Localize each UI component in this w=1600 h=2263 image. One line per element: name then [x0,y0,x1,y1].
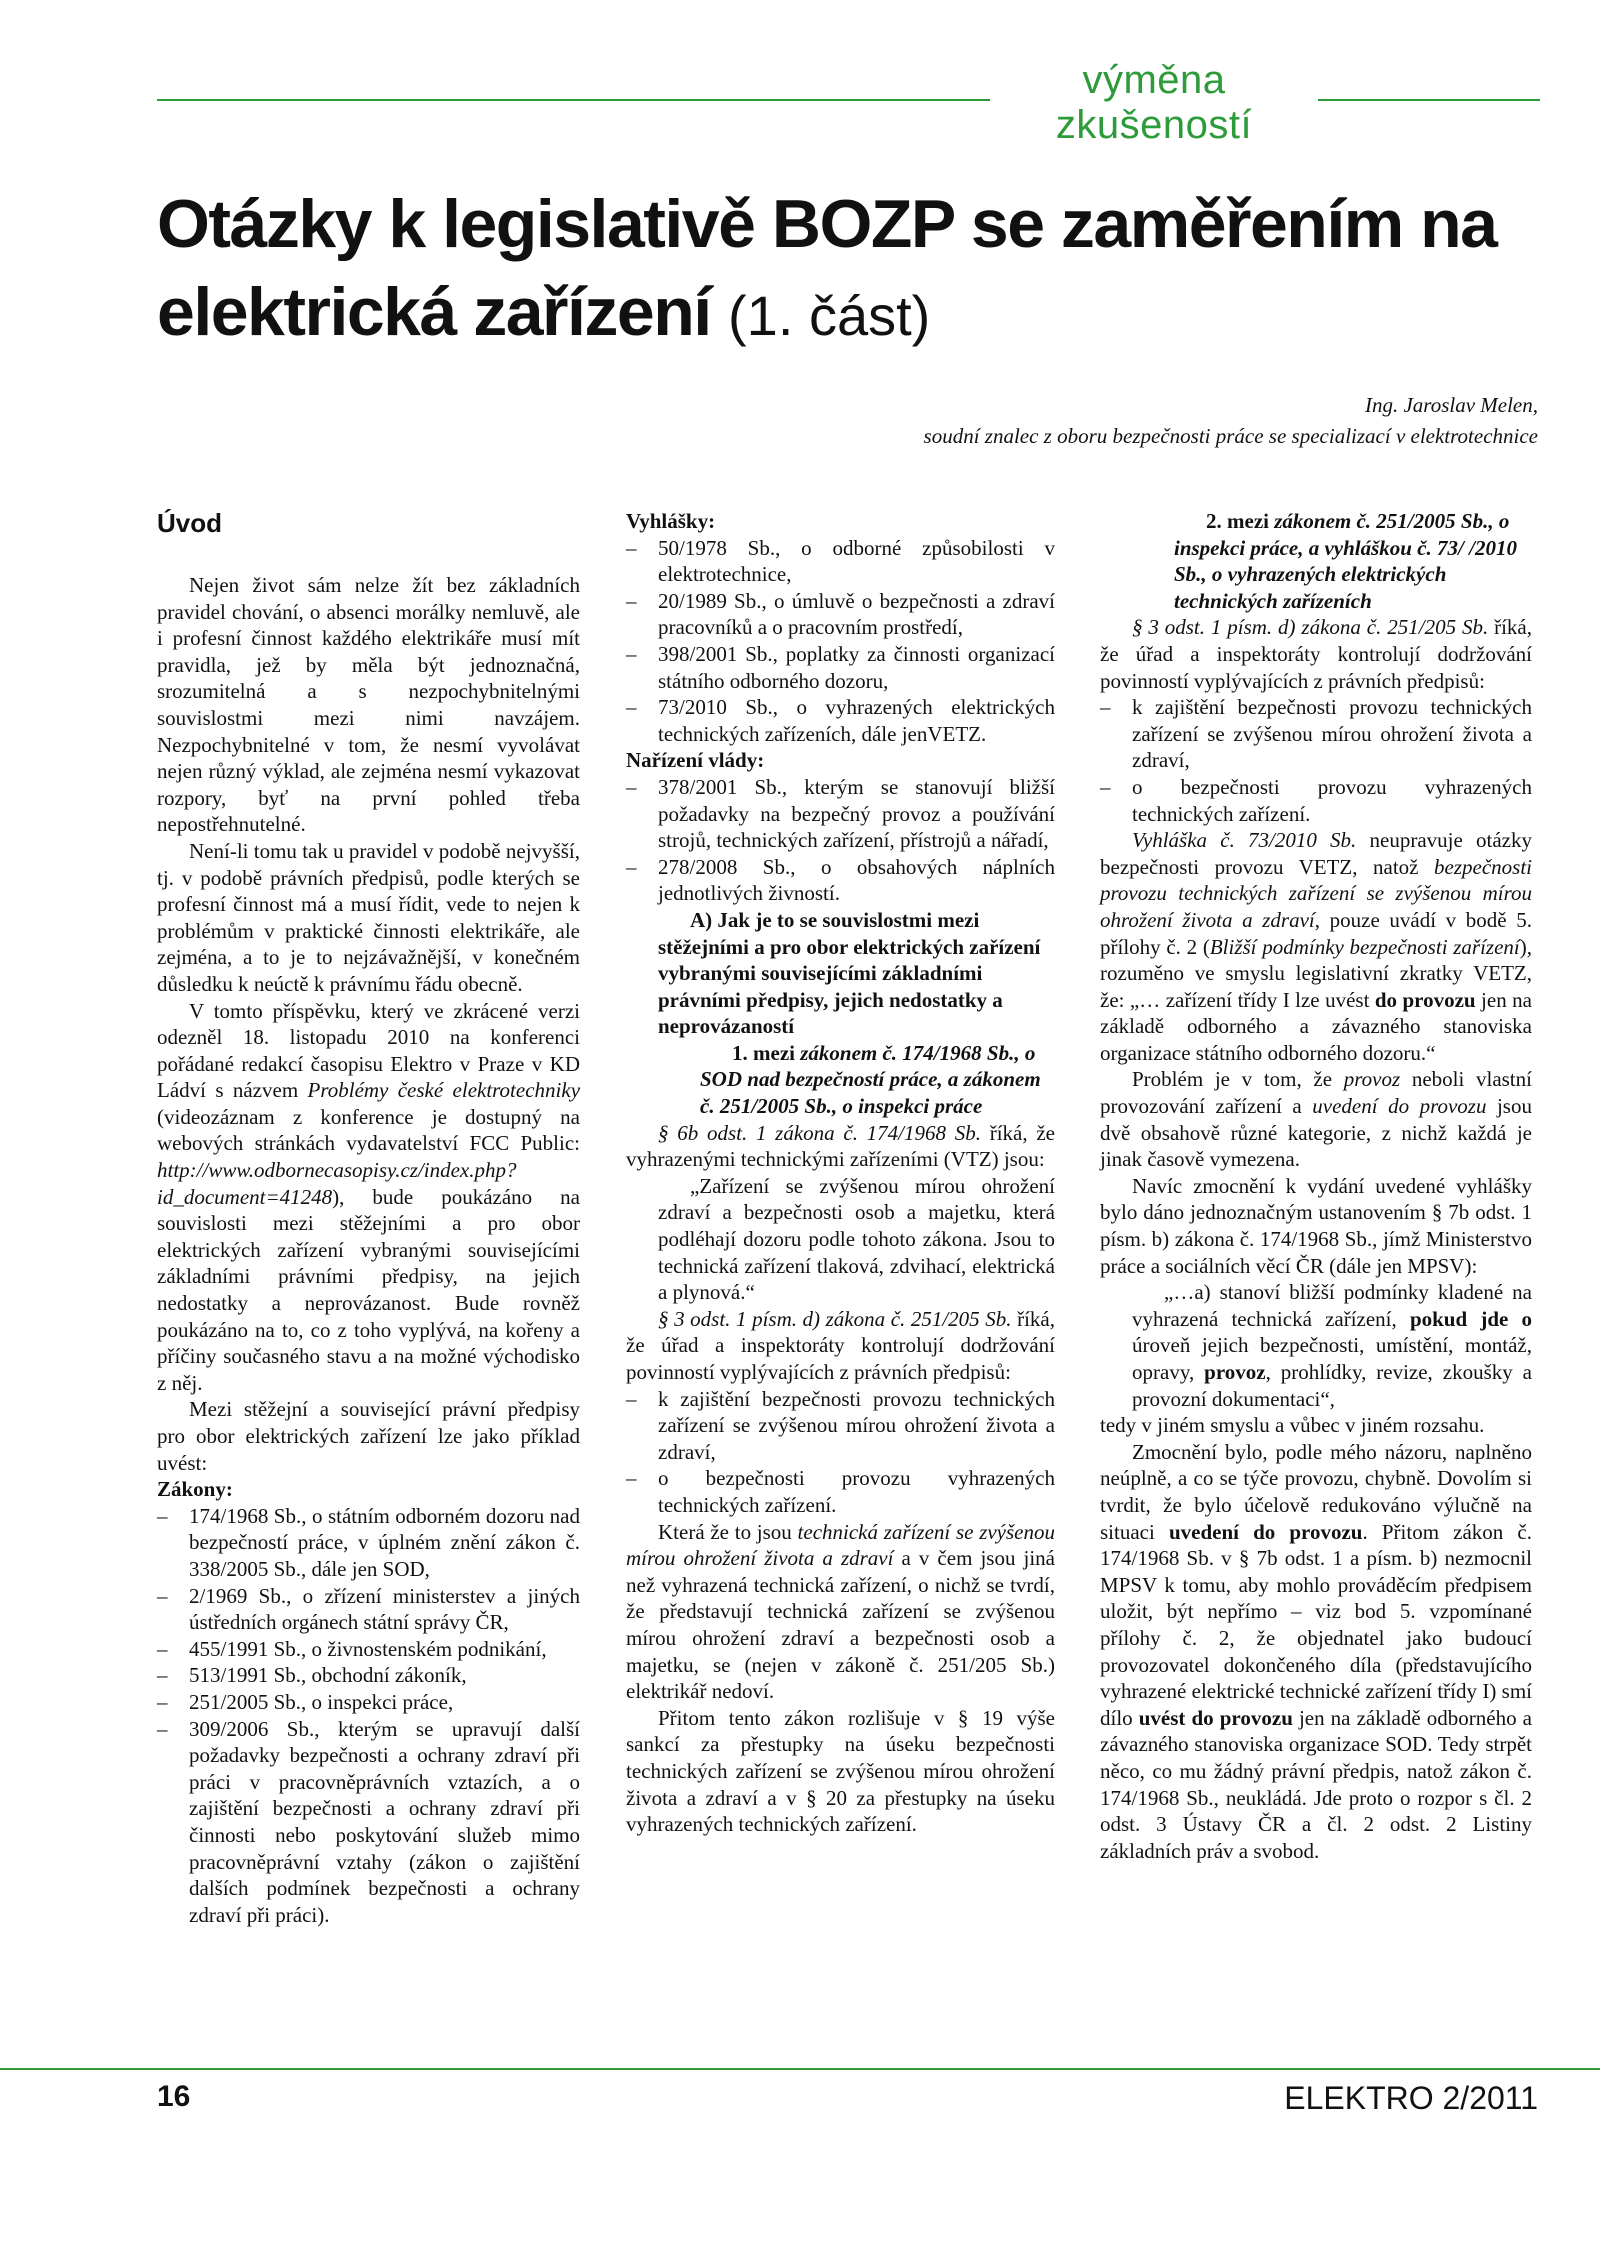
article-title [157,180,1537,360]
paragraph [157,998,580,1397]
text: . Přitom zákon č. 174/1968 Sb. v § 7b odst. 1 a písm. b) nezmocnil MPSV k tomu, aby mohlo prováděcím předpisem uložit, být nepřímo – viz bod 5. vzpomínané přílohy č. 2, že objednatel jako budoucí provozovatel dokončeného díla (představujícího vyhrazené elektrické technické zařízení třídy I) smí dílo [1100,1519,1532,1730]
title-main: Otázky k legislativě BOZP se zaměřením na elektrická zařízení [157,186,1497,350]
text: provoz [1204,1360,1266,1384]
text: uvést do provozu [1138,1705,1293,1730]
list-item: – 50/1978 Sb., o odborné způsobilosti v elektrotechnice, [626,535,1055,588]
text: Problém je v tom, že [1132,1067,1344,1092]
list-item: – 378/2001 Sb., kterým se stanovují bližší požadavky na bezpečný provoz a používání strojů, technických zařízení, přístrojů a nářadí, [626,774,1055,854]
text: uvedení do provozu [1168,1519,1363,1544]
magazine-issue: ELEKTRO 2/2011 [1284,2080,1538,2116]
quote: „Zařízení se zvýšenou mírou ohrožení zdraví a bezpečnosti osob a majetku, která podléhají dozoru podle tohoto zákona. Jsou to technická zařízení tlaková, zdvihací, elektrická a plynová.“ [658,1173,1055,1305]
paragraph [1100,827,1532,1066]
paragraph [1100,1066,1532,1172]
list-item: – 513/1991 Sb., obchodní zákoník, [157,1662,580,1689]
list-item: – k zajištění bezpečnosti provozu technických zařízení se zvýšenou mírou ohrožení života a zdraví, [1100,694,1532,774]
list-item: – 398/2001 Sb., poplatky za činnosti organizací státního odborného dozoru, [626,641,1055,694]
column-1 [157,508,580,1928]
paragraph: Přitom tento zákon rozlišuje v § 19 výše sankcí za přestupky na úseku bezpečnosti technických zařízení se zvýšenou mírou ohrožení života a zdraví a v § 20 za přestupky na úseku vyhrazených technických zařízení. [626,1705,1055,1837]
text: Která že to jsou [658,1519,798,1544]
paragraph [1100,614,1532,694]
subquestion-heading [626,1040,1055,1120]
text: říká, že vyhrazenými technickými zařízeními (VTZ) jsou: [626,1120,1055,1172]
text: zákonem č. 251/2005 Sb., o inspekci práce, a vyhláškou č. 73/ /2010 Sb., o vyhrazených elektrických technických zařízeních [1174,509,1517,613]
text: jsou dvě obsahově různé kategorie, z nichž každá je jinak časově vymezena. [1100,1094,1532,1172]
column-2 [626,508,1055,1838]
text: Bližší podmínky bezpečnosti zařízení [1209,934,1520,959]
list-item: – o bezpečnosti provozu vyhrazených technických zařízení. [626,1465,1055,1518]
question-heading: A) Jak je to se souvislostmi mezi stěžejními a pro obor elektrických zařízení vybranými souvisejícími základními právními předpisy, jejich nedostatky a neprovázaností [658,907,1041,1039]
list-item: – 174/1968 Sb., o státním odborném dozoru nad bezpečností práce, v úplném znění zákon č. 338/2005 Sb., dále jen SOD, [157,1503,580,1583]
text: 2. mezi [1206,509,1275,533]
page-number: 16 [157,2080,191,2113]
paragraph: Nejen život sám nelze žít bez základních pravidel chování, o absenci morálky nemluvě, ale i profesní činnost každého elektrikáře musí mít pravidla, jež by měla být jednoznačná, srozumitelná a s nezpochybnitelnými souvislostmi mezi nimi navzájem. Nezpochybnitelné v tom, že nesmí vyvolávat nejen různý výklad, ale zejména nesmí vykazovat rozpory, byť na první pohled třeba nepostřehnutelné. [157,573,580,837]
list-item: – 20/1989 Sb., o úmluvě o bezpečnosti a zdraví pracovníků a o pracovním prostředí, [626,588,1055,641]
text: říká, že úřad a inspektoráty kontrolují dodržování povinností vyplývajících z právních předpisů: [1100,615,1532,693]
text: , prohlídky, revize, zkoušky a provozní dokumentaci“, [1132,1360,1532,1411]
author-role: soudní znalec z oboru bezpečnosti práce se specializací v elektrotechnice [923,424,1538,448]
list-item: – o bezpečnosti provozu vyhrazených technických zařízení. [1100,774,1532,827]
text: uvedení do provozu [1312,1094,1487,1119]
section-heading: Úvod [157,508,222,538]
paragraph [626,1120,1055,1173]
laws-label: Zákony: [157,1477,233,1502]
text: do provozu [1374,987,1476,1012]
citation: § 6b odst. 1 zákona č. 174/1968 Sb. [658,1120,981,1145]
duties-list [1100,694,1532,827]
conference-name: Problémy české elektrotechniky [307,1078,581,1103]
text: neboli vlastní provozování zařízení a [1100,1067,1532,1119]
text: ), rozuměno ve smyslu legislativní zkratky VETZ, že: „… zařízení třídy I lze uvést [1100,934,1532,1012]
citation: § 3 odst. 1 písm. d) zákona č. 251/205 Sb. [1132,615,1489,640]
section-label: výměna zkušeností [990,58,1318,148]
decrees-label: Vyhlášky: [626,509,716,533]
list-item: – 2/1969 Sb., o zřízení ministerstev a jiných ústředních orgánech státní správy ČR, [157,1583,580,1636]
laws-list [157,1503,580,1929]
text: ), bude poukázáno na souvislosti mezi stěžejními a pro obor elektrických zařízení vybranými souvisejícími základními právními předpisy, na jejich nedostatky a neprovázanost. Bude rovněž poukázáno na to, co z toho vyplývá, na kořeny a příčiny současného stavu a na možné východisko z něj. [157,1184,580,1395]
subquestion-heading [1100,508,1532,614]
citation: Vyhláška č. 73/2010 Sb. [1132,828,1357,853]
paragraph: Mezi stěžejní a související právní předpisy pro obor elektrických zařízení lze jako příklad uvést: [157,1397,580,1475]
text: jen na základě odborného a závazného stanoviska organizace SOD. Tedy strpět něco, co mu žádný právní předpis, natož zákon č. 174/1968 Sb., neukládá. Jde proto o rozpor s čl. 2 odst. 3 Ústavy ČR a čl. 2 odst. 2 Listiny základních práv a svobod. [1100,1705,1532,1863]
text: Zmocnění bylo, podle mého názoru, naplněno neúplně, a co se týče provozu, chybně. Dovolím si tvrdit, že bylo účelově redukováno výlučně na situaci [1100,1439,1532,1544]
author-block [924,390,1538,452]
list-item: – k zajištění bezpečnosti provozu technických zařízení se zvýšenou mírou ohrožení života a zdraví, [626,1386,1055,1466]
list-item: – 455/1991 Sb., o živnostenském podnikání, [157,1636,580,1663]
text: úroveň jejich bezpečnosti, umístění, montáž, opravy, [1132,1333,1532,1384]
text: zákonem č. 174/1968 Sb., o SOD nad bezpečností práce, a zákonem č. 251/2005 Sb., o inspekci práce [700,1040,1041,1119]
list-item: – 278/2008 Sb., o obsahových náplních jednotlivých živností. [626,854,1055,907]
paragraph: tedy v jiném smyslu a vůbec v jiném rozsahu. [1100,1413,1485,1438]
gov-list [626,774,1055,907]
text: technická zařízení se zvýšenou mírou ohrožení života a zdraví [626,1519,1055,1571]
quote [1100,1279,1532,1412]
list-item: – 309/2006 Sb., kterým se upravují další požadavky bezpečnosti a ochrany zdraví při práci v pracovněprávních vztazích, a o zajištění bezpečnosti a ochrany zdraví při činnosti nebo poskytování služeb mimo pracovněprávní vztahy (zákon o zajištění dalších podmínek bezpečnosti a ochrany zdraví při práci). [157,1716,580,1929]
decrees-list [626,535,1055,748]
paragraph [626,1519,1055,1705]
text: 1. mezi [732,1040,801,1065]
gov-label: Nařízení vlády: [626,748,765,773]
text: bezpečnosti provozu technických zařízení se zvýšenou mírou ohrožení života a zdraví [1100,854,1532,932]
text: neupravuje otázky bezpečnosti provozu VETZ, natož [1100,828,1532,879]
footer-rule [0,2068,1600,2070]
text: provoz [1343,1067,1401,1092]
text: a v čem jsou jiná než vyhrazená technická zařízení, o nichž se tvrdí, že představují technická zařízení se zvýšenou mírou ohrožení zdraví a bezpečnosti osob a majetku, se (nejen v zákoně č. 251/205 Sb.) elektrikář nedoví. [626,1546,1055,1704]
author-name: Ing. Jaroslav Melen, [1364,393,1538,417]
paragraph [1100,1439,1532,1865]
text: „…a) stanoví bližší podmínky kladené na vyhrazená technická zařízení, [1132,1280,1532,1331]
citation: § 3 odst. 1 písm. d) zákona č. 251/205 Sb. [658,1306,1012,1331]
text: , pouze uvádí v bodě 5. přílohy č. 2 ( [1100,907,1532,959]
paragraph [626,1306,1055,1386]
title-part: (1. část) [728,284,931,347]
paragraph: Není-li tomu tak u pravidel v podobě nejvyšší, tj. v podobě právních předpisů, podle kterých se profesní činnost má a musí řídit, vede to nejen k problémům v praktické činnosti elektrikáře, ale zejména, a to je to nejzávažnější, v konečném důsledku k neúctě k právnímu řádu obecně. [157,838,580,996]
text: říká, že úřad a inspektoráty kontrolují dodržování povinností vyplývajících z právních předpisů: [626,1306,1055,1384]
text: jen na základě odborného a závazného stanoviska organizace státního odborného dozoru.“ [1100,987,1532,1065]
header-rule [157,99,1540,101]
text: (videozáznam z konference je dostupný na webových stránkách vydavatelství FCC Public: [157,1104,580,1156]
video-link[interactable]: http://www.odbornecasopisy.cz/index.php?id_document=41248 [157,1158,517,1209]
list-item: – 73/2010 Sb., o vyhrazených elektrických technických zařízeních, dále jenVETZ. [626,694,1055,747]
text: pokud jde o [1409,1306,1532,1331]
text: V tomto příspěvku, který ve zkrácené verzi odezněl 18. listopadu 2010 na konferenci pořádané redakcí časopisu Elektro v Praze v KD Ládví s názvem [157,998,580,1103]
duties-list [626,1386,1055,1519]
list-item: – 251/2005 Sb., o inspekci práce, [157,1689,580,1716]
column-3 [1100,508,1532,1864]
paragraph: Navíc zmocnění k vydání uvedené vyhlášky bylo dáno jednoznačným ustanovením § 7b odst. 1 písm. b) zákona č. 174/1968 Sb., jímž Ministerstvo práce a sociálních věcí ČR (dále jen MPSV): [1100,1173,1532,1278]
